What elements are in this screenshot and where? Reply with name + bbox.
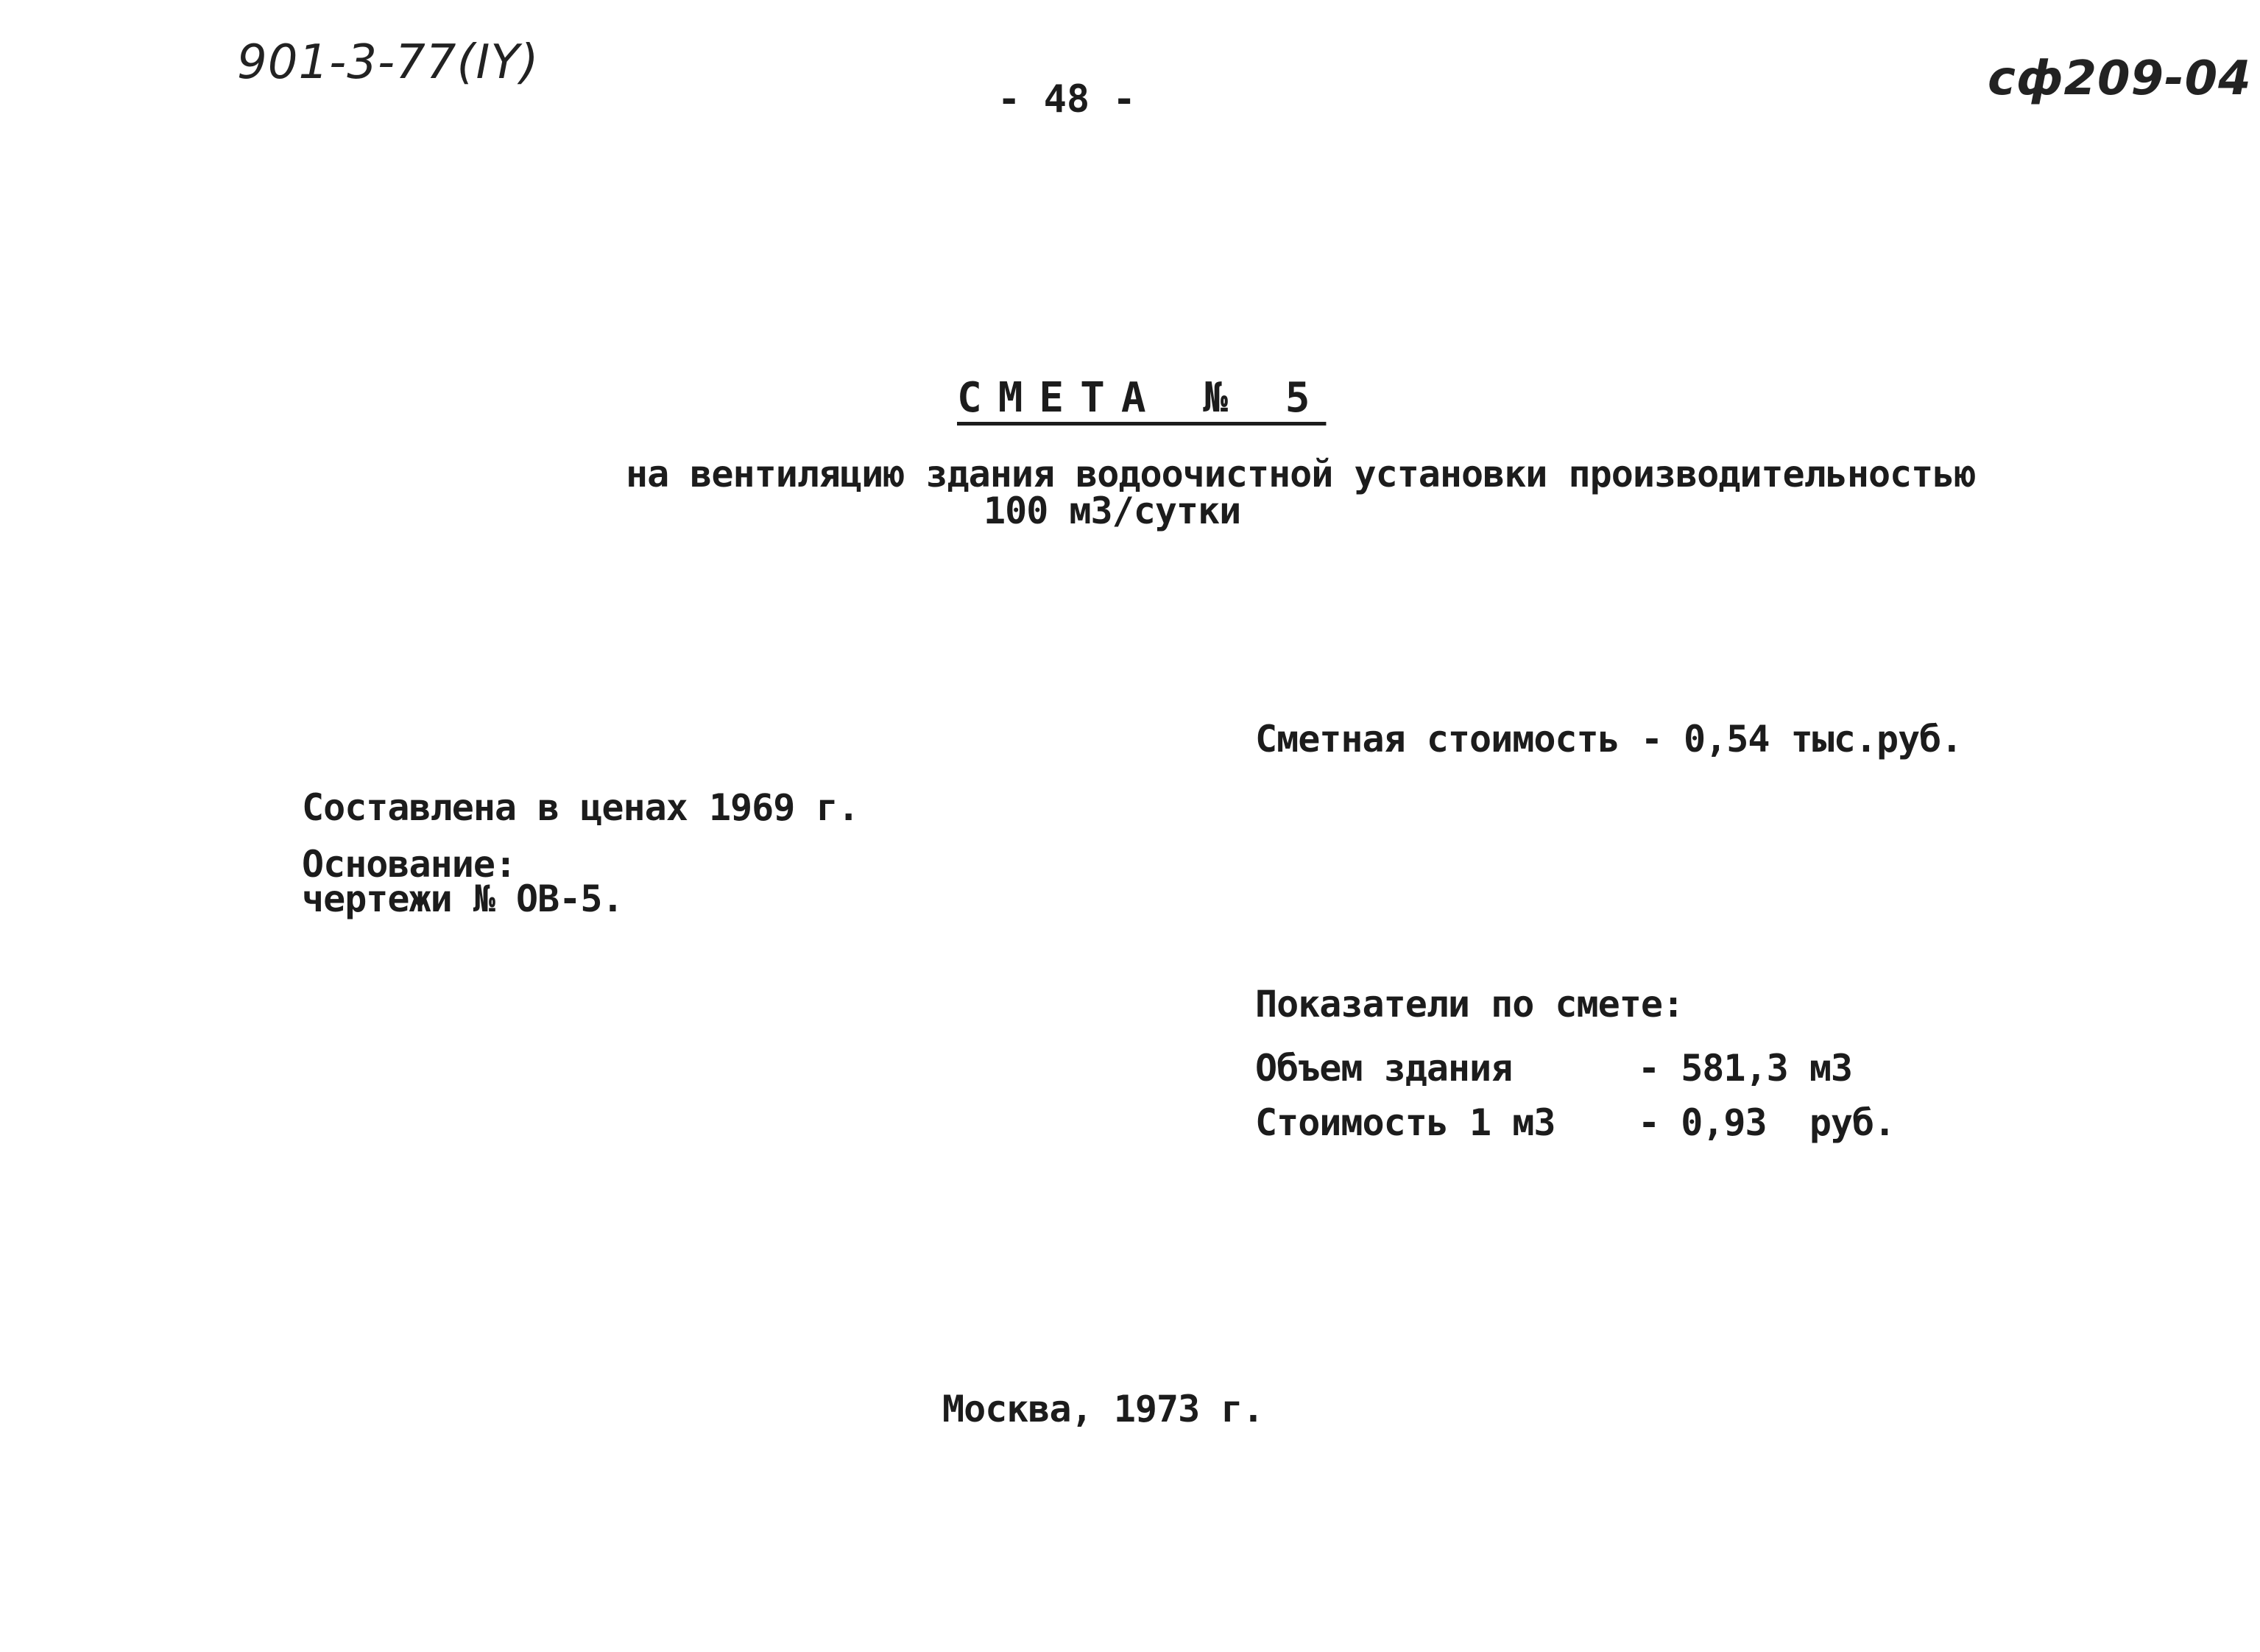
document-title: СМЕТА № 5 (957, 374, 1327, 422)
indicator-cost-per-m3-label: Стоимость 1 м3 (1255, 1101, 1555, 1144)
estimated-cost-line: Сметная стоимость - 0,54 тыс.руб. (1255, 718, 1963, 760)
basis-label: Основание: (302, 843, 517, 886)
basis-value: чертежи № ОВ-5. (302, 878, 624, 920)
document-subtitle-line2: 100 м3/сутки (984, 490, 1241, 532)
page-number: - 48 - (997, 77, 1136, 121)
indicator-building-volume-value: - 581,3 м3 (1638, 1047, 1853, 1090)
document-subtitle-line1: на вентиляцию здания водоочистной установки производительностью (626, 453, 1976, 495)
footer-city-year: Москва, 1973 г. (942, 1388, 1264, 1430)
prices-year-line: Составлена в ценах 1969 г. (302, 786, 859, 829)
document-code-left: 901-3-77(IY) (237, 35, 540, 90)
indicators-heading: Показатели по смете: (1255, 983, 1684, 1026)
document-code-right: сф209-04 (1988, 52, 2252, 106)
indicator-building-volume-label: Объем здания (1255, 1047, 1513, 1090)
indicator-cost-per-m3-value: - 0,93 руб. (1638, 1101, 1896, 1144)
